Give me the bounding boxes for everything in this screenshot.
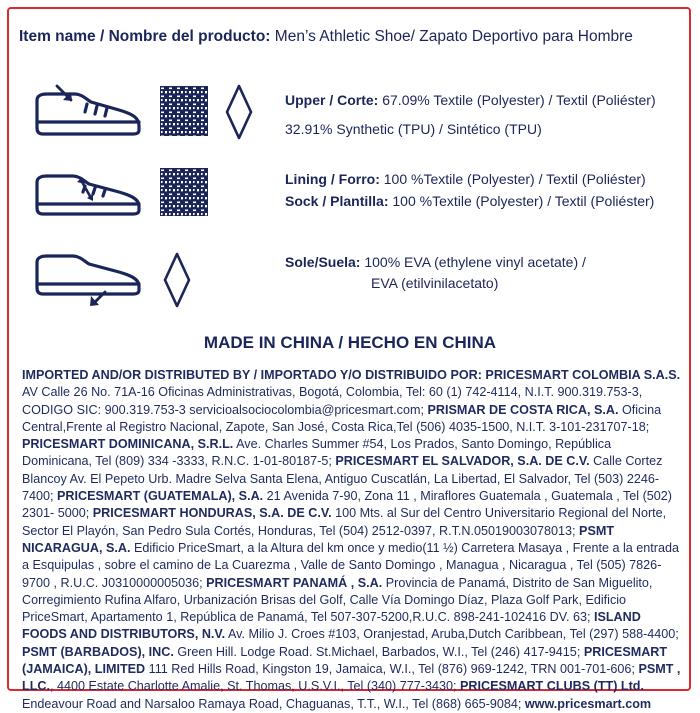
sock-value: 100 %Textile (Polyester) / Textil (Poliéster) <box>388 193 655 209</box>
shoe-lining-icon <box>27 168 147 218</box>
importer-name: PRISMAR DE COSTA RICA, S.A. <box>427 402 619 417</box>
sock-label: Sock / Plantilla: <box>285 193 389 209</box>
shoe-sole-icon <box>27 250 147 310</box>
importer-name: IMPORTED AND/OR DISTRIBUTED BY / IMPORTADO Y/O DISTRIBUIDO POR: PRICESMART COLOMBIA S.A.S. <box>22 368 681 382</box>
importer-details: Ave. Charles Summer #54, Los Prados, Santo Domingo, República Dominicana, Tel (809) 334 -3333, R.N.C. 1-01-80187-5; <box>22 437 612 469</box>
importer-details: Provincia de Panamá, Distrito de San Miguelito, Corregimiento Rufina Alfaro, Urbanización Brisas del Golf, Calle Vía Domingo Díaz, Plaza Golf Park, Edificio PriceSmart, Apartamento 1, República de Panamá, Tel 507-307-5200,R.U.C. 898-241-102416 DV. 63; <box>22 575 653 625</box>
importer-name: PRICESMART (GUATEMALA), S.A. <box>57 489 264 504</box>
item-name-line <box>19 28 633 46</box>
upper-value-1: 67.09% Textile (Polyester) / Textil (Poliéster) <box>378 92 656 108</box>
importer-paragraph <box>22 367 682 713</box>
importer-details: 21 Avenida 7-90, Zona 11 , Miraflores Guatemala , Guatemala , Tel (502) 2301- 5000; <box>22 489 672 521</box>
importer-name: PSMT , LLC. <box>22 662 681 694</box>
importer-details: Edificio PriceSmart, a la Altura del km once y medio(11 ½) Carretera Masaya , Frente a la entrada a Esquipulas , sobre el camino de La Cuarezma , Valle de Santo Domingo , Managua , Nicaragua , Tel (505) 7826-9700 , R.U.C. J0310000005036; <box>22 540 679 590</box>
importer-name: www.pricesmart.com <box>524 696 652 711</box>
importer-name: PRICESMART CLUBS (TT) Ltd. <box>459 679 644 694</box>
sole-value-1: 100% EVA (ethylene vinyl acetate) / <box>360 254 586 270</box>
shoe-upper-icon <box>27 80 147 140</box>
importer-details: Calle Cortez Blancoy Av. El Pepeto Urb. Madre Selva Santa Elena, Antiguo Cuscatlán, La Libertad, El Salvador, Tel (503) 2246-7400; <box>22 454 663 504</box>
importer-details: Av. Milio J. Croes #103, Oranjestad, Aruba,Dutch Caribbean, Tel (297) 588-4400; <box>225 627 679 642</box>
country-of-origin: MADE IN CHINA / HECHO EN CHINA <box>203 333 497 352</box>
sock-spec <box>285 193 654 209</box>
importer-name: ISLAND FOODS AND DISTRIBUTORS, N.V. <box>22 610 641 642</box>
textile-icon <box>160 86 208 136</box>
importer-name: PRICESMART PANAMÁ , S.A. <box>206 575 383 590</box>
synthetic-icon <box>163 252 191 308</box>
lining-label: Lining / Forro: <box>285 171 380 187</box>
importer-details: Endeavour Road and Narsaloo Ramaya Road, Chaguanas, T.T., W.I., Tel (868) 665-9084; <box>22 696 525 711</box>
item-name-value: Men’s Athletic Shoe/ Zapato Deportivo para Hombre <box>270 28 633 45</box>
importer-name: PSMT NICARAGUA, S.A. <box>22 523 615 555</box>
sole-label: Sole/Suela: <box>285 254 361 270</box>
synthetic-icon <box>225 84 253 140</box>
sole-spec <box>285 254 586 270</box>
importer-name: PRICESMART HONDURAS, S.A. DE C.V. <box>92 506 332 521</box>
importer-name: PSMT (BARBADOS), INC. <box>22 644 174 659</box>
upper-spec <box>285 92 656 108</box>
textile-icon <box>160 168 208 216</box>
importer-details: , 4400 Estate Charlotte Amalie, St. Thomas, U.S.V.I., Tel (340) 777-3430; <box>49 679 460 694</box>
importer-details: 111 Red Hills Road, Kingston 19, Jamaica, W.I., Tel (876) 969-1242, TRN 001-701-606; <box>145 662 639 677</box>
upper-label: Upper / Corte: <box>285 92 379 108</box>
importer-name: PRICESMART (JAMAICA), LIMITED <box>22 644 668 677</box>
importer-details: AV Calle 26 No. 71A-16 Oficinas Administrativas, Bogotá, Colombia, Tel: 60 (1) 742-4114, N.I.T. 900.319.753-3, CODIGO SIC: 900.319.753-3 servicioalsociocolombia@pricesmart.com; <box>22 385 643 417</box>
importer-details: 100 Mts. al Sur del Centro Universitario Regional del Norte, Sector El Playón, San Pedro Sula Cortés, Honduras, Tel (504) 2512-0397, R.T.N.05019003078013; <box>22 506 667 538</box>
lining-spec <box>285 171 646 187</box>
importer-details: Green Hill. Lodge Road. St.Michael, Barbados, W.I., Tel (246) 417-9415; <box>173 644 584 659</box>
importer-name: PRICESMART DOMINICANA, S.R.L. <box>22 437 234 452</box>
lining-value: 100 %Textile (Polyester) / Textil (Poliéster) <box>379 171 646 187</box>
importer-details: Oficina Central,Frente al Registro Nacional, Zapote, San José, Costa Rica,Tel (506) 4035-1500, N.I.T. 3-101-231707-18; <box>22 402 662 434</box>
item-name-label: Item name / Nombre del producto: <box>19 28 271 45</box>
importer-name: PRICESMART EL SALVADOR, S.A. DE C.V. <box>335 454 590 469</box>
sole-spec-line2: EVA (etilvinilacetato) <box>371 275 499 291</box>
upper-spec-line2: 32.91% Synthetic (TPU) / Sintético (TPU) <box>285 121 542 137</box>
